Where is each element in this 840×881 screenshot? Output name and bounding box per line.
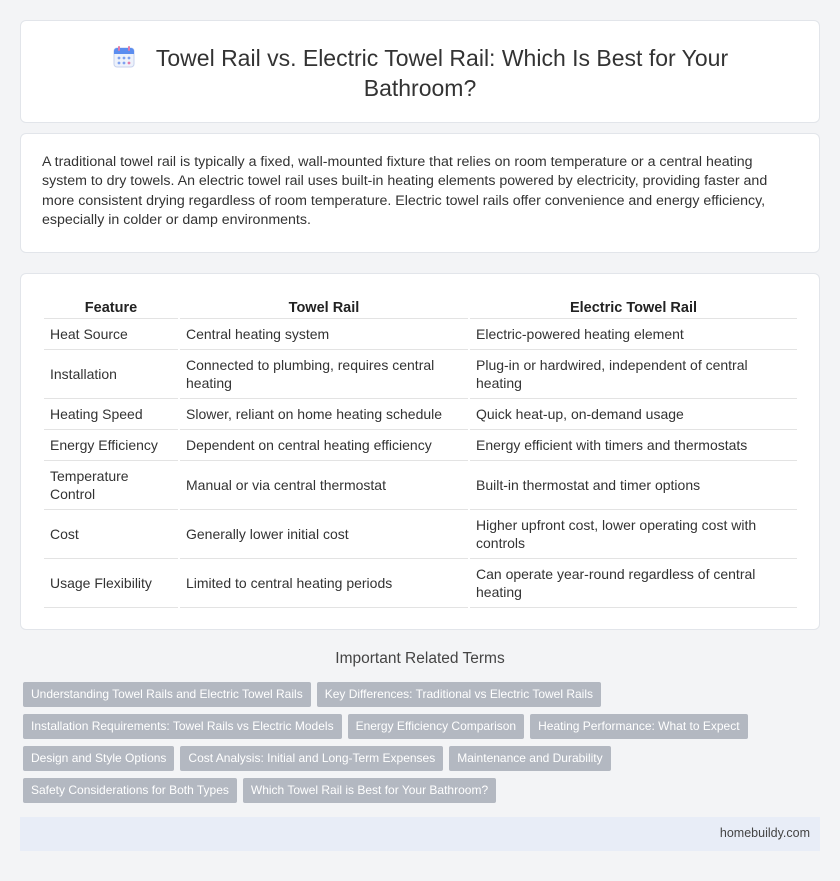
row-towel-rail: Generally lower initial cost [180,510,468,559]
related-term-link[interactable]: Which Towel Rail is Best for Your Bathroom? [243,778,496,803]
row-feature: Heating Speed [44,399,178,430]
row-electric-towel-rail: Energy efficient with timers and thermostats [470,430,797,461]
row-electric-towel-rail: Electric-powered heating element [470,319,797,350]
related-term-link[interactable]: Energy Efficiency Comparison [348,714,525,739]
intro-paragraph: A traditional towel rail is typically a fixed, wall-mounted fixture that relies on room temperature or a central heating system to dry towels. An electric towel rail uses built-in heating elements powered by electricity, providing faster and more consistent drying regardless of room temperature. Electric towel rails offer convenience and energy efficiency, especially in colder or damp environments. [42,154,768,229]
comparison-table [42,296,799,608]
table-row [44,350,797,399]
row-feature: Temperature Control [44,461,178,510]
table-row [44,399,797,430]
title-card [20,20,820,123]
intro-card [20,133,820,253]
related-term-link[interactable]: Safety Considerations for Both Types [23,778,237,803]
related-terms-list [23,682,823,810]
row-electric-towel-rail: Built-in thermostat and timer options [470,461,797,510]
row-electric-towel-rail: Quick heat-up, on-demand usage [470,399,797,430]
table-row [44,559,797,608]
footer-site-link[interactable]: homebuildy.com [719,826,810,840]
related-terms-title: Important Related Terms [335,650,505,667]
page-title: Towel Rail vs. Electric Towel Rail: Which Is Best for Your Bathroom? [155,45,729,101]
header-electric-towel-rail: Electric Towel Rail [470,296,797,319]
page-title-wrap [81,43,759,103]
row-electric-towel-rail: Plug-in or hardwired, independent of central heating [470,350,797,399]
row-towel-rail: Connected to plumbing, requires central heating [180,350,468,399]
table-row [44,319,797,350]
row-towel-rail: Limited to central heating periods [180,559,468,608]
related-term-link[interactable]: Maintenance and Durability [449,746,610,771]
related-term-link[interactable]: Understanding Towel Rails and Electric Towel Rails [23,682,311,707]
tag-row [23,682,823,714]
row-feature: Installation [44,350,178,399]
row-towel-rail: Slower, reliant on home heating schedule [180,399,468,430]
calendar-icon [112,45,136,69]
row-feature: Usage Flexibility [44,559,178,608]
tag-row [23,746,823,778]
related-term-link[interactable]: Design and Style Options [23,746,174,771]
row-electric-towel-rail: Higher upfront cost, lower operating cost with controls [470,510,797,559]
related-term-link[interactable]: Installation Requirements: Towel Rails vs Electric Models [23,714,342,739]
comparison-card [20,273,820,630]
row-electric-towel-rail: Can operate year-round regardless of central heating [470,559,797,608]
table-row [44,510,797,559]
related-term-link[interactable]: Heating Performance: What to Expect [530,714,747,739]
table-row [44,461,797,510]
related-term-link[interactable]: Cost Analysis: Initial and Long-Term Expenses [180,746,443,771]
footer [20,817,820,851]
header-towel-rail: Towel Rail [180,296,468,319]
table-row [44,430,797,461]
tag-row [23,714,823,746]
table-header-row [44,296,797,319]
row-feature: Cost [44,510,178,559]
row-towel-rail: Manual or via central thermostat [180,461,468,510]
row-towel-rail: Central heating system [180,319,468,350]
row-feature: Heat Source [44,319,178,350]
row-towel-rail: Dependent on central heating efficiency [180,430,468,461]
row-feature: Energy Efficiency [44,430,178,461]
related-term-link[interactable]: Key Differences: Traditional vs Electric Towel Rails [317,682,601,707]
tag-row [23,778,823,810]
header-feature: Feature [44,296,178,319]
